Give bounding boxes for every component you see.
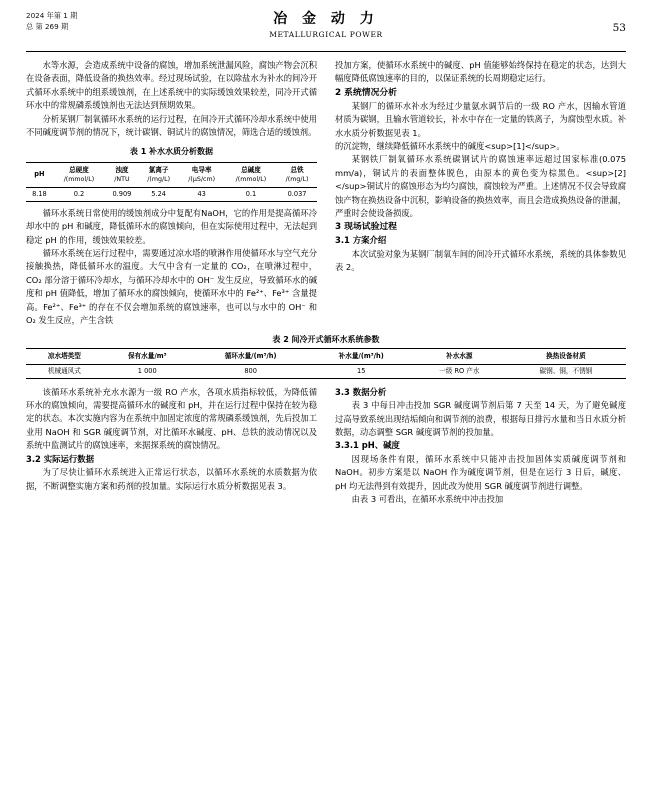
table-cell: 机械通风式 <box>47 366 81 375</box>
section-heading-3-3-1: 3.3.1 pH、碱度 <box>335 440 400 451</box>
column-label: 总铁 <box>290 165 304 174</box>
table-2-wrapper <box>26 334 626 379</box>
paragraph: 循环水系统日常使用的缓蚀剂成分中复配有NaOH，它的作用是提高循环冷却水中的 pH 和碱度，降低循环水的腐蚀倾向，但在实际使用过程中，无法起到稳定 pH 的作用，缓蚀效果较差。 <box>26 207 317 245</box>
right-column <box>335 59 626 328</box>
column-label: 浊度 <box>115 165 129 174</box>
table-header-cell: 循环水量/(m³/h) <box>224 351 277 360</box>
section-heading-3: 3 现场试验过程 <box>335 222 397 233</box>
document-page <box>0 8 652 812</box>
issue-line-2: 总 第 269 期 <box>26 22 69 31</box>
paragraph: 该循环水系统补充水水源为一级 RO 产水，各项水质指标较低，为降低循环水的腐蚀倾向，需要提高循环水的碱度和 pH，并在运行过程中保持在较为稳定的状态。本次实施内容为在系统中加固定浓度的常规磷系缓蚀剂，先后投加工业用 NaOH 和 SGR 碱度调节剂，对比循环水碱度、pH、总铁的波动情况以及系统中监测试片的腐蚀速率，来据探系统的腐蚀情况。 <box>26 386 317 451</box>
section-heading-3-1: 3.1 方案介绍 <box>335 235 387 246</box>
column-unit: /(mg/L) <box>147 175 171 183</box>
page-number: 53 <box>612 22 626 34</box>
section-heading-3-3: 3.3 数据分析 <box>335 386 387 397</box>
table-row <box>26 187 317 201</box>
column-label: 总硬度 <box>69 165 89 174</box>
journal-title-block <box>26 8 626 39</box>
paragraph: 的沉淀物，继续降低循环水系统中的碱度<sup>[1]</sup>。 <box>335 141 565 152</box>
column-unit: /(mmol/L) <box>235 175 267 183</box>
table-2 <box>26 348 626 379</box>
paragraph: 因现场条件有限，循环水系统中只能冲击投加固体实质碱度调节剂和 NaOH。初步方案是以 NaOH 作为碱度调节剂，但是在运行 3 日后，碱度、pH 均无法得到有效提升，因此改为使用 SGR 碱度调节剂进行调整。 <box>335 453 626 491</box>
table-cell: 0.037 <box>287 189 307 198</box>
column-unit: /NTU <box>114 175 130 183</box>
column-label: pH <box>34 170 45 179</box>
table-1 <box>26 162 317 202</box>
table-2-caption: 表 2 间冷开式循环水系统参数 <box>272 334 380 344</box>
left-column-lower <box>26 386 317 507</box>
paragraph: 水等水源，会造成系统中设备的腐蚀，增加系统泄漏风险，腐蚀产物会沉积在设备表面，降低设备的换热效率。经过现场试验，在以除盐水为补水的间冷开式循环水系统中的组系缓蚀剂，在上述系统中的实际缓蚀效果较差，同冷开式循环水中的常规磷系缓蚀剂也无法达到预期效果。 <box>26 60 317 111</box>
table-header-row <box>26 162 317 187</box>
column-label: 电导率 <box>191 165 212 174</box>
table-cell: 1 000 <box>137 366 157 375</box>
section-heading-2: 2 系统情况分析 <box>335 87 397 98</box>
table-cell: 0.2 <box>73 189 85 198</box>
paragraph: 循环水系统在运行过程中，需要通过凉水塔的喷淋作用使循环水与空气充分接触换热，降低循环水的温度。大气中含有一定量的 CO₂，在喷淋过程中，CO₂ 部分溶于循环冷却水，与循环冷却水中的 OH⁻ 发生反应，导致循环水的碱度和 pH 值降低，增加了循环水的腐蚀倾向，使循环水中的 Fe²⁺、Fe³⁺ 含量提高。Fe²⁺、Fe³⁺ 的存在不仅会增加系统的腐蚀速率，也可以与水中的 OH⁻ 和 O₂ 发生反应，产生含铁 <box>26 248 317 326</box>
journal-title-en: METALLURGICAL POWER <box>269 30 383 39</box>
table-header-cell: 补水量/(m³/h) <box>338 351 384 360</box>
table-header-cell <box>105 162 139 187</box>
paragraph: 表 3 中每日冲击投加 SGR 碱度调节剂后第 7 天至 14 天，为了避免碱度过高导致系统出现结垢倾向和调节剂的浪费，根据每日排污水量和当日水质分析数据，动态调整 SGR 碱度调节剂的投加量。 <box>335 400 626 437</box>
table-header-row <box>26 348 626 364</box>
paragraph: 某钢铁厂制氧循环水系统碳钢试片的腐蚀速率远超过国家标准(0.075 mm/a)，铜试片的表面整体脱色，由原本的黄色变为棕黑色。<sup>[2]</sup>铜试片的腐蚀形态为均匀腐蚀，腐蚀较为严重。上述情况不仅会导致腐蚀产物在换热设备中沉积，影响设备的换热效率，而且会造成换热设备的泄漏，严重时会使设备损废。 <box>335 154 626 219</box>
table-header-cell: 凉水塔类型 <box>47 351 81 360</box>
table-header-cell <box>225 162 277 187</box>
table-header-cell <box>139 162 179 187</box>
paragraph: 由表 3 可看出，在循环水系统中冲击投加 <box>351 494 504 505</box>
table-cell: 43 <box>197 189 206 198</box>
table-header-cell: 换热设备材质 <box>546 351 586 360</box>
table-cell: 0.1 <box>245 189 257 198</box>
table-header-cell <box>26 162 53 187</box>
table-cell: 5.24 <box>151 189 166 198</box>
column-unit: /(mmol/L) <box>63 175 95 183</box>
header-divider <box>26 51 626 52</box>
table-header-cell <box>179 162 225 187</box>
paragraph: 某钢厂的循环水补水为经过少量氨水调节后的一级 RO 产水，因输水管道材质为碳钢，且输水管道较长，补水中存在一定量的铁离子，为腐蚀型水质。补水水质分析数据见表 1。 <box>335 100 626 138</box>
right-column-lower <box>335 386 626 507</box>
table-1-wrapper <box>26 145 317 201</box>
page-header <box>26 8 626 48</box>
table-header-cell <box>53 162 105 187</box>
paragraph: 本次试验对象为某钢厂制氧车间的间冷开式循环水系统，系统的具体参数见表 2。 <box>335 249 626 273</box>
column-unit: /(μS/cm) <box>188 175 216 183</box>
column-unit: /(mg/L) <box>285 175 309 183</box>
journal-title-cn: 冶 金 动 力 <box>273 11 379 27</box>
table-header-cell <box>277 162 317 187</box>
column-label: 氯离子 <box>148 165 169 174</box>
table-1-caption: 表 1 补水水质分析数据 <box>129 147 214 157</box>
table-cell: 一级 RO 产水 <box>439 366 480 375</box>
table-cell: 0.909 <box>112 189 132 198</box>
table-cell: 碳钢、铜，不锈钢 <box>539 366 593 375</box>
section-heading-3-2: 3.2 实际运行数据 <box>26 453 95 464</box>
table-cell: 8.18 <box>32 189 47 198</box>
issue-line-1: 2024 年第 1 期 <box>26 11 78 20</box>
paragraph: 分析某钢厂制氧循环水系统的运行过程，在间冷开式循环冷却水系统中使用不同碱度调节剂的情况下，统计碳钢、铜试片的腐蚀情况，筛选合适的缓蚀剂。 <box>26 113 317 138</box>
table-cell: 800 <box>244 366 257 375</box>
table-cell: 15 <box>357 366 366 375</box>
table-header-cell: 保有水量/m³ <box>127 351 167 360</box>
table-row <box>26 364 626 378</box>
body-columns-lower <box>26 386 626 507</box>
left-column <box>26 59 317 328</box>
table-header-cell: 补水水源 <box>446 351 473 360</box>
paragraph: 为了尽快让循环水系统进入正常运行状态，以循环水系统的水质数据为依据，不断调整实施方案和药剂的投加量。实际运行水质分析数据见表 3。 <box>26 467 317 491</box>
paragraph: 投加方案，使循环水系统中的碱度、pH 值能够始终保持在稳定的状态，达到大幅度降低腐蚀速率的目的，以保证系统的长周期稳定运行。 <box>335 60 626 84</box>
body-columns <box>26 59 626 328</box>
column-label: 总碱度 <box>241 165 261 174</box>
